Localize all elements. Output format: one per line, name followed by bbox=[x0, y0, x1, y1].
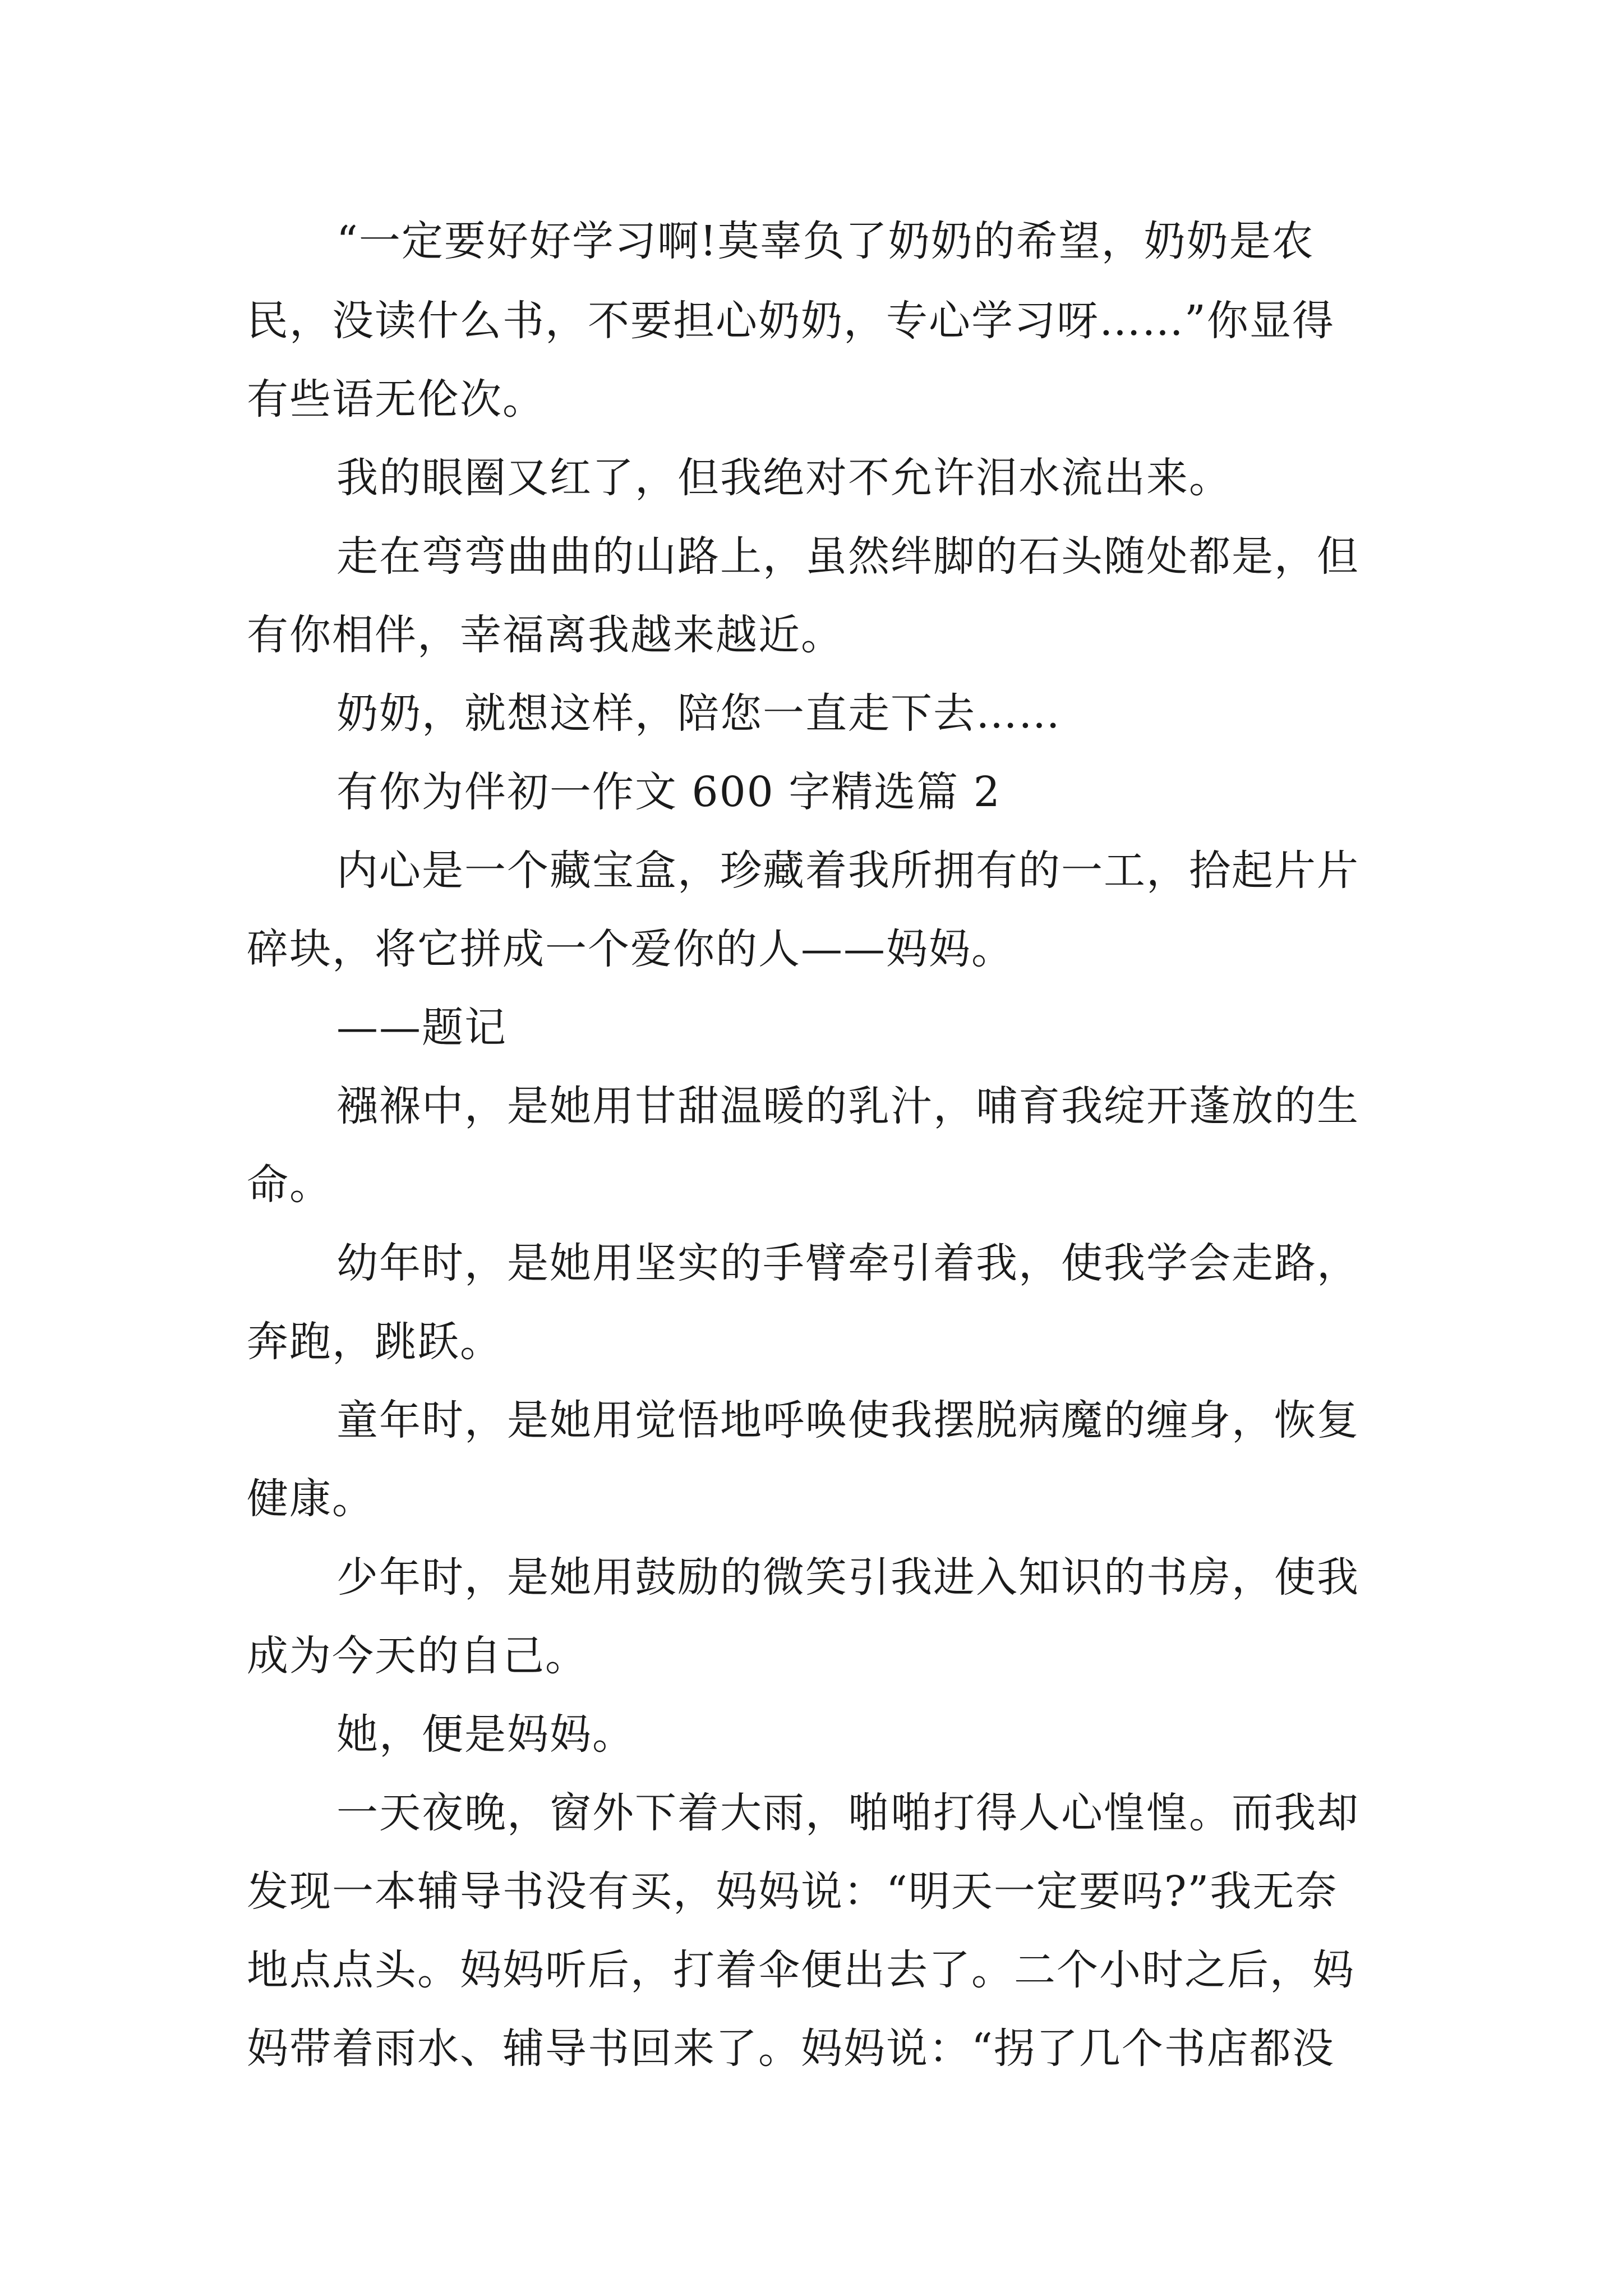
text-line: 民，没读什么书，不要担心奶奶，专心学习呀……”你显得 bbox=[247, 297, 1335, 345]
text-line: 命。 bbox=[247, 1161, 332, 1209]
text-line: 妈带着雨水、辅导书回来了。妈妈说：“拐了几个书店都没 bbox=[247, 2024, 1335, 2073]
text-line: 我的眼圈又红了，但我绝对不允许泪水流出来。 bbox=[336, 454, 1232, 502]
text-line: 地点点头。妈妈听后，打着伞便出去了。二个小时之后，妈 bbox=[247, 1946, 1355, 1994]
text-line: 她，便是妈妈。 bbox=[336, 1710, 635, 1759]
text-line: 幼年时，是她用坚实的手臂牵引着我，使我学会走路， bbox=[336, 1239, 1359, 1287]
section-heading: 有你为伴初一作文 600 字精选篇 2 bbox=[336, 768, 1001, 816]
text-line: “一定要好好学习啊!莫辜负了奶奶的希望，奶奶是农 bbox=[336, 217, 1315, 265]
text-line: 走在弯弯曲曲的山路上，虽然绊脚的石头随处都是，但 bbox=[336, 532, 1359, 581]
text-line: 碎块，将它拼成一个爱你的人——妈妈。 bbox=[247, 925, 1014, 973]
epigraph-attribution: ——题记 bbox=[336, 1004, 507, 1052]
text-line: 奶奶，就想这样，陪您一直走下去…… bbox=[336, 689, 1061, 738]
text-line: 有你相伴，幸福离我越来越近。 bbox=[247, 611, 843, 659]
text-line: 发现一本辅导书没有买，妈妈说：“明天一定要吗?”我无奈 bbox=[247, 1867, 1338, 1916]
text-line: 健康。 bbox=[247, 1475, 375, 1523]
text-line: 奔跑，跳跃。 bbox=[247, 1318, 502, 1366]
text-line: 一天夜晚，窗外下着大雨，啪啪打得人心惶惶。而我却 bbox=[336, 1789, 1359, 1837]
text-line: 童年时，是她用觉悟地呼唤使我摆脱病魔的缠身，恢复 bbox=[336, 1396, 1359, 1444]
text-line: 有些语无伦次。 bbox=[247, 375, 545, 424]
text-line: 内心是一个藏宝盒，珍藏着我所拥有的一工，拾起片片 bbox=[336, 846, 1359, 895]
text-line: 襁褓中，是她用甘甜温暖的乳汁，哺育我绽开蓬放的生 bbox=[336, 1082, 1359, 1130]
text-line: 少年时，是她用鼓励的微笑引我进入知识的书房，使我 bbox=[336, 1553, 1359, 1602]
text-line: 成为今天的自己。 bbox=[247, 1632, 588, 1680]
